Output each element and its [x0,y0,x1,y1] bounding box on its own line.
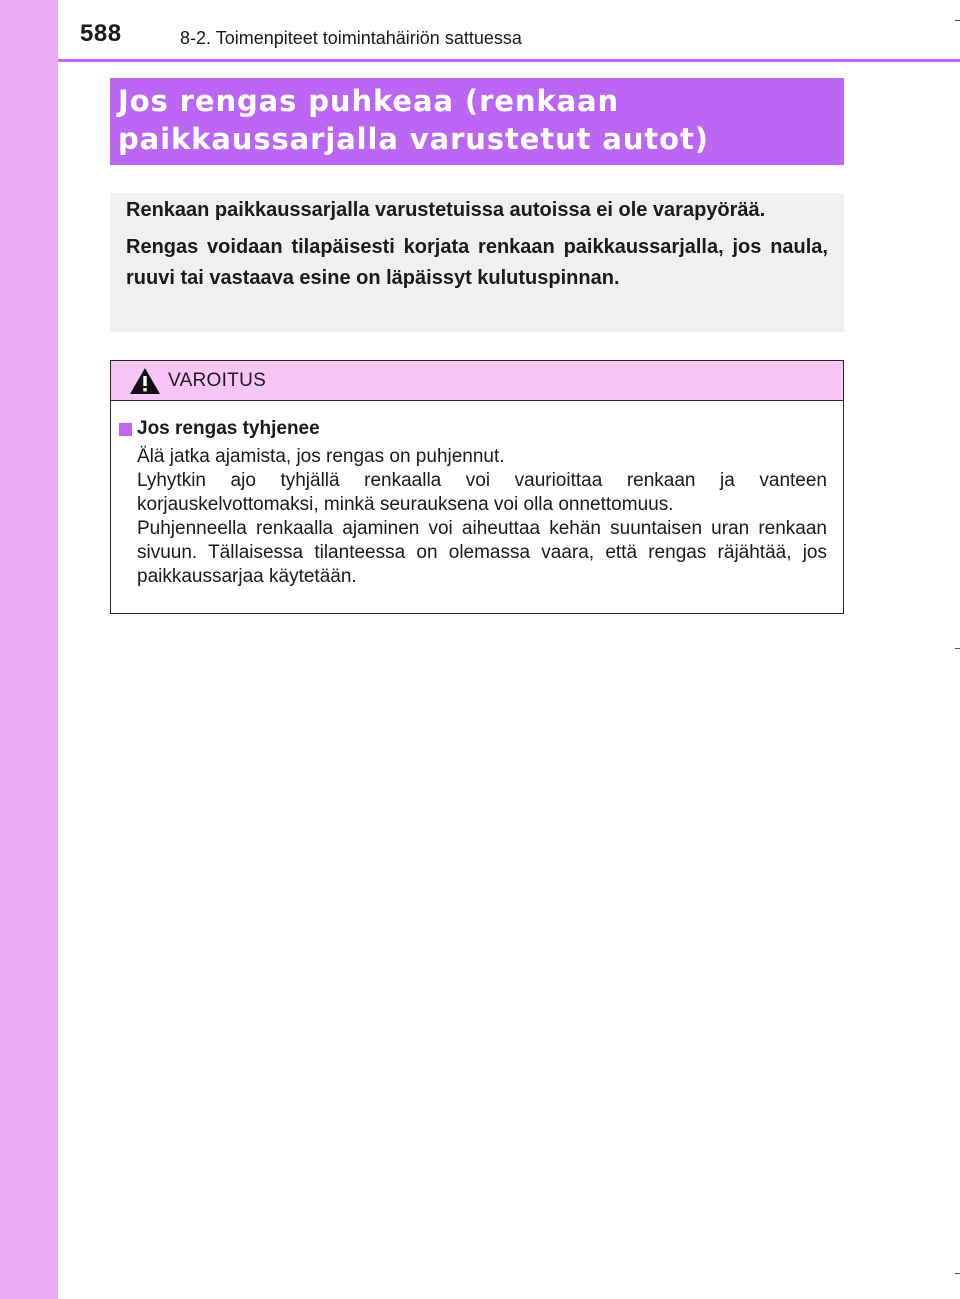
intro-paragraph-1: Renkaan paikkaussarjalla varustetuissa autoissa ei ole varapyörää. [126,199,766,221]
section-title-banner [110,78,844,165]
warning-header [111,361,843,401]
warning-paragraph-3: Puhjenneella renkaalla ajaminen voi aiheuttaa kehän suuntaisen uran renkaan sivuun. Tällaisessa tilanteessa on olemassa vaara, että rengas räjähtää, jos paikkaussarjaa käytetään. [137,518,827,587]
warning-paragraph-1: Älä jatka ajamista, jos rengas on puhjennut. [137,446,505,467]
title-line-2: paikkaussarjalla varustetut autot) [118,122,709,156]
warning-subheading [119,417,827,441]
crop-mark [955,20,960,21]
crop-mark [955,1273,960,1274]
warning-box [110,360,844,614]
intro-paragraph-2: Rengas voidaan tilapäisesti korjata renkaan paikkaussarjalla, jos naula, ruuvi tai vastaava esine on läpäissyt kulutuspinnan. [126,236,828,289]
section-header: 8-2. Toimenpiteet toimintahäiriön sattuessa [180,28,522,48]
title-line-1: Jos rengas puhkeaa (renkaan [118,84,620,118]
warning-paragraph-2: Lyhytkin ajo tyhjällä renkaalla voi vaurioittaa renkaan ja vanteen korjauskelvottomaksi, minkä seurauksena voi olla onnettomuus. [137,470,827,515]
intro-box [110,193,844,332]
square-bullet-icon [119,423,132,436]
warning-text [137,445,827,589]
crop-mark [955,648,960,649]
section-title [118,82,836,158]
side-color-strip [0,0,58,1299]
warning-subheading-text: Jos rengas tyhjenee [137,418,320,439]
header-rule [58,59,960,62]
warning-body [111,401,843,589]
warning-triangle-icon [129,367,161,395]
warning-label: VAROITUS [168,370,267,391]
page-number: 588 [80,20,122,47]
